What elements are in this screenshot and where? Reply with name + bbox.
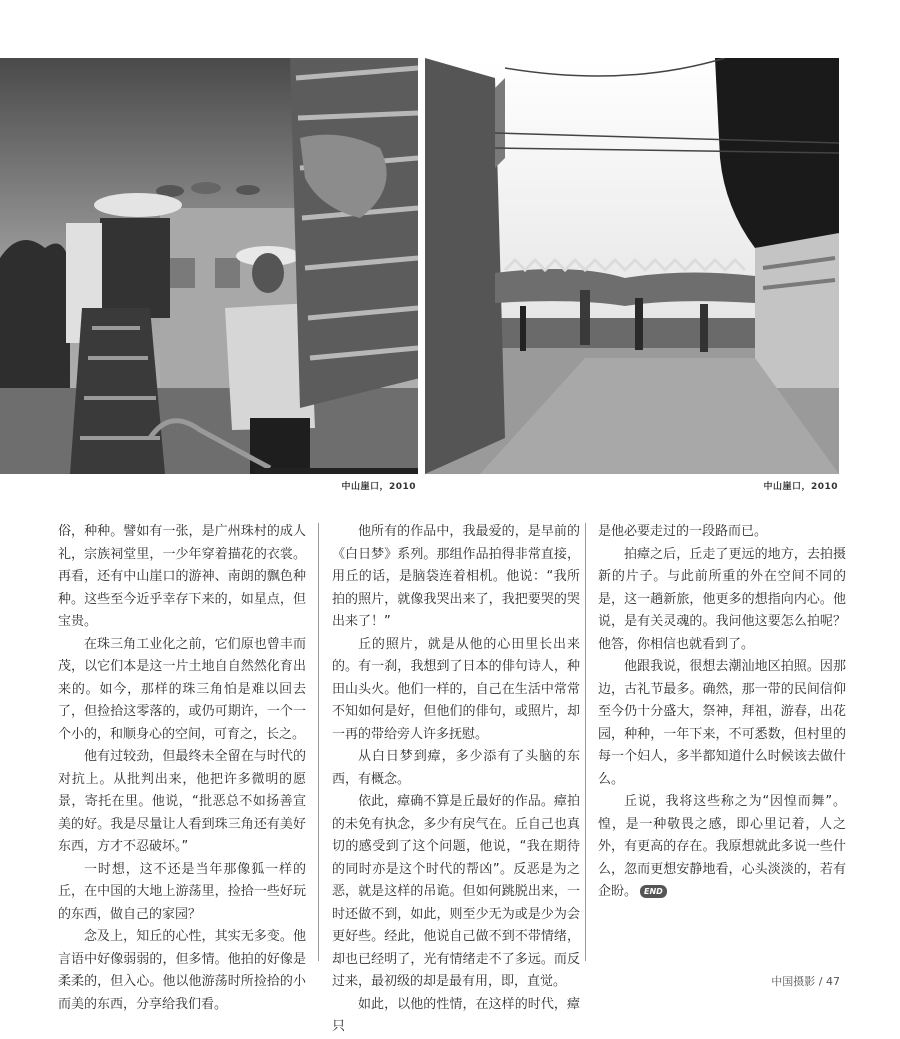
- end-mark-badge: END: [640, 885, 667, 898]
- paragraph: 丘的照片，就是从他的心田里长出来的。有一刹，我想到了日本的俳句诗人，种田山头火。他们一样的，自己在生活中常常不知如何是好，但他们的俳句，或照片，却一再的带给旁人许多抚慰。: [332, 636, 580, 742]
- column-divider: [318, 523, 319, 961]
- photo-caption-left: 中山崖口，2010: [341, 482, 416, 492]
- paragraph: 他有过较劲，但最终未全留在与时代的对抗上。从批判出来，他把许多微明的愿景，寄托在里。他说，“批恶总不如扬善宣美的好。我是尽量让人看到珠三角还有美好东西，方才不忍破坏。”: [58, 749, 306, 854]
- photo-dragon-procession: [425, 58, 839, 474]
- column-divider: [585, 523, 586, 961]
- photo-dragon-procession-image: [425, 58, 839, 474]
- paragraph: 他跟我说，很想去潮汕地区拍照。因那边，古礼节最多。确然，那一带的民间信仰至今仍十分盛大，祭神，拜祖，游春，出花园，种种，一年下来，不可悉数，但村里的每一个妇人，多半都知道什么时候该去做什么。: [598, 659, 846, 787]
- paragraph: 他所有的作品中，我最爱的，是早前的《白日梦》系列。那组作品拍得非常直接，用丘的话，是脑袋连着相机。他说：“我所拍的照片，就像我哭出来了，我把要哭的哭出来了！”: [332, 524, 580, 629]
- paragraph: 念及上，知丘的心性，其实无多变。他言语中好像弱弱的，但多情。他拍的好像是柔柔的，但入心。他以他游荡时所捡拾的小而美的东西，分享给我们看。: [58, 929, 306, 1012]
- paragraph: [598, 791, 846, 904]
- paragraph: 依此，瘴确不算是丘最好的作品。瘴拍的未免有执念，多少有戾气在。丘自己也真切的感受到了这个问题，他说，“我在期待的同时亦是这个时代的帮凶”。反恶是为之恶，就是这样的吊诡。但如何跳脱出来，一时还做不到，如此，则至少无为或是少为会更好些。经此，他说自己做不到不带情绪，却也已经明了，光有情绪走不了多远。而反过来，最初级的却是最有用，即，直觉。: [332, 794, 580, 989]
- paragraph: 从白日梦到瘴，多少添有了头脑的东西，有概念。: [332, 749, 580, 787]
- paragraph: 在珠三角工业化之前，它们原也曾丰而茂，以它们本是这一片土地自自然然化育出来的。如今，那样的珠三角怕是难以回去了，但捡拾这零落的，或仍可期许，一个一个小的，和顺身心的空间，可育之，长之。: [58, 636, 306, 742]
- photo-procession-women: [0, 58, 418, 474]
- photo-procession-women-image: [0, 58, 418, 474]
- text-column-2: [332, 521, 580, 1039]
- text-column-1: [58, 521, 306, 1016]
- page-folio: 中国摄影 / 47: [771, 975, 840, 988]
- paragraph: 如此，以他的性情，在这样的时代，瘴只: [332, 996, 580, 1034]
- paragraph: 拍瘴之后，丘走了更远的地方，去拍摄新的片子。与此前所重的外在空间不同的是，这一趟新旅，他更多的想指向内心。他说，是有关灵魂的。我问他这要怎么拍呢？他答，你相信也就看到了。: [598, 546, 846, 652]
- paragraph-text: 丘说，我将这些称之为“因惶而舞”。惶，是一种敬畏之感，即心里记着，人之外，有更高的存在。我原想就此多说一些什么，忽而更想安静地看，心头淡淡的，若有企盼。: [598, 794, 846, 899]
- photo-caption-right: 中山崖口，2010: [763, 482, 838, 492]
- paragraph: 是他必要走过的一段路而已。: [598, 524, 768, 539]
- paragraph: 俗，种种。譬如有一张，是广州珠村的成人礼，宗族祠堂里，一少年穿着描花的衣裳。再看，还有中山崖口的游神、南朗的飘色种种。这些至今近乎幸存下来的，如星点，但宝贵。: [58, 524, 306, 629]
- paragraph: 一时想，这不还是当年那像狐一样的丘，在中国的大地上游荡里，捡拾一些好玩的东西，做自己的家园？: [58, 861, 306, 922]
- text-column-3: [598, 521, 846, 904]
